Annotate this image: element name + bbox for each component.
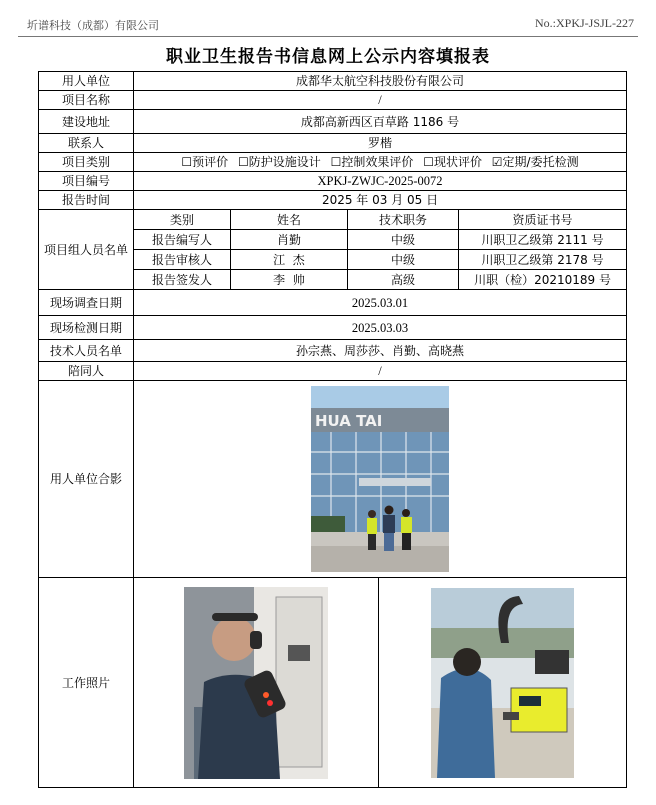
member-role: 报告签发人 <box>134 270 231 290</box>
member-title: 中级 <box>348 230 459 250</box>
members-header-name: 姓名 <box>231 210 348 230</box>
tech-staff-label: 技术人员名单 <box>39 340 134 362</box>
row-contact <box>39 134 627 153</box>
row-project-no <box>39 172 627 191</box>
work-photo-noise-test <box>184 587 328 779</box>
members-header-title: 技术职务 <box>348 210 459 230</box>
work-photo-label: 工作照片 <box>39 578 134 788</box>
test-date-label: 现场检测日期 <box>39 316 134 340</box>
companion-label: 陪同人 <box>39 362 134 381</box>
group-photo-cell <box>134 381 627 578</box>
members-header-role: 类别 <box>134 210 231 230</box>
group-photo <box>311 386 449 572</box>
category-option-periodic-testing: ☑定期/委托检测 <box>491 155 579 169</box>
member-title: 中级 <box>348 250 459 270</box>
member-role: 报告编写人 <box>134 230 231 250</box>
company-header: 圻谱科技（成都）有限公司 <box>27 19 159 32</box>
category-options <box>134 153 627 172</box>
row-survey-date <box>39 290 627 316</box>
survey-date-label: 现场调查日期 <box>39 290 134 316</box>
project-no-label: 项目编号 <box>39 172 134 191</box>
tech-staff-value: 孙宗燕、周莎莎、肖勤、高晓燕 <box>134 340 627 362</box>
member-cert: 川职卫乙级第 2178 号 <box>459 250 627 270</box>
project-no-value: XPKJ-ZWJC-2025-0072 <box>134 172 627 191</box>
row-test-date <box>39 316 627 340</box>
page-title: 职业卫生报告书信息网上公示内容填报表 <box>166 47 490 67</box>
report-time-value: 2025 年 03 月 05 日 <box>134 191 627 210</box>
project-name-label: 项目名称 <box>39 91 134 110</box>
test-date-value: 2025.03.03 <box>134 316 627 340</box>
row-group-photo <box>39 381 627 578</box>
address-label: 建设地址 <box>39 110 134 134</box>
members-header-row <box>39 210 627 230</box>
row-project-name <box>39 91 627 110</box>
member-title: 高级 <box>348 270 459 290</box>
members-label-text: 项目组人员名单 <box>43 242 128 257</box>
header-divider <box>18 36 638 37</box>
category-option-protection-design: ☐防护设施设计 <box>238 155 321 169</box>
row-category <box>39 153 627 172</box>
work-photo-cell-1 <box>134 578 379 788</box>
employer-label: 用人单位 <box>39 72 134 91</box>
building-sign: HUA TAI <box>315 412 383 430</box>
category-label: 项目类别 <box>39 153 134 172</box>
contact-value: 罗楷 <box>134 134 627 153</box>
row-report-time <box>39 191 627 210</box>
members-header-cert: 资质证书号 <box>459 210 627 230</box>
disclosure-form <box>38 71 627 788</box>
category-option-status-evaluation: ☐现状评价 <box>423 155 482 169</box>
survey-date-value: 2025.03.01 <box>134 290 627 316</box>
work-photo-dust-sampling <box>431 588 574 778</box>
row-work-photos <box>39 578 627 788</box>
address-value: 成都高新西区百草路 1186 号 <box>134 110 627 134</box>
document-number: No.:XPKJ-JSJL-227 <box>534 16 634 30</box>
category-option-control-evaluation: ☐控制效果评价 <box>330 155 414 169</box>
member-role: 报告审核人 <box>134 250 231 270</box>
row-employer <box>39 72 627 91</box>
row-companion <box>39 362 627 381</box>
member-cert: 川职卫乙级第 2111 号 <box>459 230 627 250</box>
member-name: 肖勤 <box>231 230 348 250</box>
companion-value: / <box>134 362 627 381</box>
contact-label: 联系人 <box>39 134 134 153</box>
group-photo-label: 用人单位合影 <box>39 381 134 578</box>
report-time-label: 报告时间 <box>39 191 134 210</box>
row-tech-staff <box>39 340 627 362</box>
row-address <box>39 110 627 134</box>
category-option-pre-evaluation: ☐预评价 <box>181 155 229 169</box>
work-photo-cell-2 <box>379 578 627 788</box>
employer-value: 成都华太航空科技股份有限公司 <box>134 72 627 91</box>
member-name: 李 帅 <box>231 270 348 290</box>
member-name: 江 杰 <box>231 250 348 270</box>
member-cert: 川职（检）20210189 号 <box>459 270 627 290</box>
members-label <box>39 210 134 290</box>
project-name-value: / <box>134 91 627 110</box>
